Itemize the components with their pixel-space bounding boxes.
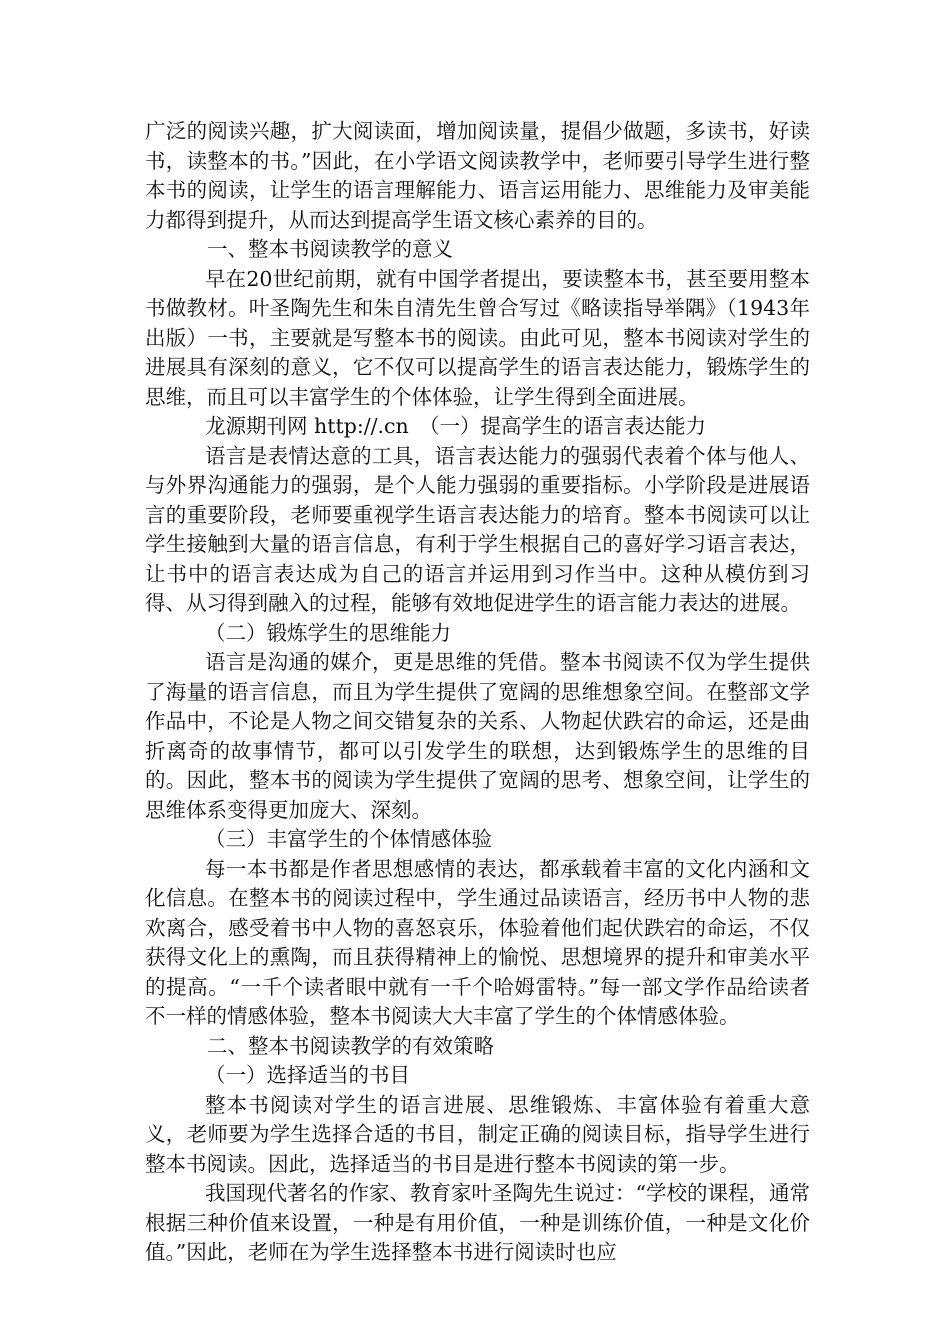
paragraph-thinking: 语言是沟通的媒介，更是思维的凭借。整本书阅读不仅为学生提供了海量的语言信息，而且为学生提供了宽阔的思维想象空间。在整部文学作品中，不论是人物之间交错复杂的关系、人物起伏跌宕的命运，还是曲折离奇的故事情节，都可以引发学生的联想，达到锻炼学生的思维的目的。因此，整本书的阅读为学生提供了宽阔的思考、想象空间，让学生的思维体系变得更加庞大、深刻。	[145, 650, 810, 822]
document-body	[145, 117, 810, 1268]
subheading-language-expression: 龙源期刊网 http://.cn （一）提高学生的语言表达能力	[205, 414, 706, 438]
subheading-thinking: （二）锻炼学生的思维能力	[205, 620, 451, 645]
paragraph-language-expression: 语言是表情达意的工具，语言表达能力的强弱代表着个体与他人、与外界沟通能力的强弱，是个人能力强弱的重要指标。小学阶段是进展语言的重要阶段，老师要重视学生语言表达能力的培育。整本书阅读可以让学生接触到大量的语言信息，有利于学生根据自己的喜好学习语言表达，让书中的语言表达成为自己的语言并运用到习作当中。这种从模仿到习得、从习得到融入的过程，能够有效地促进学生的语言能力表达的进展。	[145, 443, 810, 615]
section-heading-strategies: 二、整本书阅读教学的有效策略	[207, 1033, 494, 1058]
paragraph-emotion: 每一本书都是作者思想感情的表达，都承载着丰富的文化内涵和文化信息。在整本书的阅读过程中，学生通过品读语言，经历书中人物的悲欢离合，感受着书中人物的喜怒哀乐，体验着他们起伏跌宕的命运，不仅获得文化上的熏陶，而且获得精神上的愉悦、思想境界的提升和审美水平的提高。“一千个读者眼中就有一千个哈姆雷特。”每一部文学作品给读者不一样的情感体验，整本书阅读大大丰富了学生的个体情感体验。	[145, 856, 810, 1028]
subheading-emotion: （三）丰富学生的个体情感体验	[205, 827, 492, 851]
paragraph-ye-shengtao-quote: 我国现代著名的作家、教育家叶圣陶先生说过：“学校的课程，通常根据三种价值来设置，一种是有用价值，一种是训练价值，一种是文化价值。”因此，老师在为学生选择整本书进行阅读时也应	[145, 1181, 810, 1264]
section-heading-significance: 一、整本书阅读教学的意义	[207, 237, 453, 261]
paragraph-continuation: 广泛的阅读兴趣，扩大阅读面，增加阅读量，提倡少做题，多读书，好读书，读整本的书。”因此，在小学语文阅读教学中，老师要引导学生进行整本书的阅读，让学生的语言理解能力、语言运用能力、思维能力及审美能力都得到提升，从而达到提高学生语文核心素养的目的。	[145, 119, 810, 232]
paragraph-history: 早在20世纪前期，就有中国学者提出，要读整本书，甚至要用整本书做教材。叶圣陶先生和朱自清先生曾合写过《略读指导举隅》（1943年出版）一书，主要就是写整本书的阅读。由此可见，整本书阅读对学生的进展具有深刻的意义，它不仅可以提高学生的语言表达能力，锻炼学生的思维，而且可以丰富学生的个体体验，让学生得到全面进展。	[145, 266, 810, 409]
paragraph-choose-books: 整本书阅读对学生的语言进展、思维锻炼、丰富体验有着重大意义，老师要为学生选择合适的书目，制定正确的阅读目标，指导学生进行整本书阅读。因此，选择适当的书目是进行整本书阅读的第一步。	[145, 1092, 810, 1176]
subheading-choose-books: （一）选择适当的书目	[205, 1063, 410, 1087]
